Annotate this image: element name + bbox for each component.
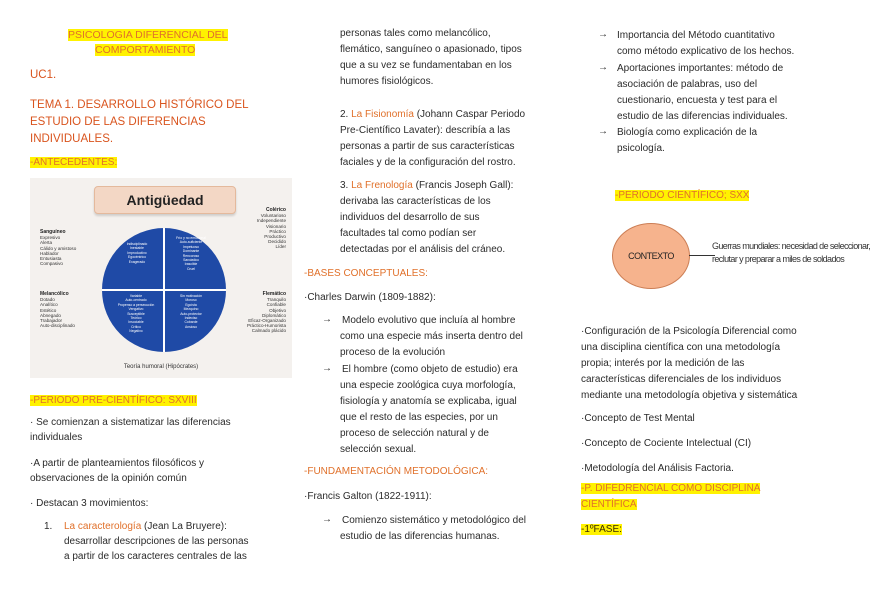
analisis-factoria-item: ·Metodología del Análisis Factoria. [581,463,734,474]
colerico-trait: Decidido [268,239,286,245]
temperaments-figure [30,178,292,378]
contexto-description [712,240,870,266]
darwin-point1-line1: Modelo evolutivo que incluía al hombre [342,315,516,326]
darwin-point2-line3: fisiología y anatomía se explicaba, igual [340,396,517,407]
flematico-trait: Diplomático [262,312,286,318]
figure-banner: Antigüedad [94,186,236,214]
configuracion-line1: ·Configuración de la Psicología Diferencial como [581,326,797,337]
point-aportaciones-line4: estudio de las diferencias individuales. [617,111,788,122]
pre-paragraph-3: · Destacan 3 movimientos: [30,498,149,509]
melancolico-trait: Estético [40,307,57,313]
figure-caption: Teoría humoral (Hipócrates) [123,364,199,370]
pre-paragraph-2-line1: ·A partir de planteamientos filosóficos y [30,458,204,469]
sanguineo-trait: Expresivo [40,235,61,241]
configuracion-line4: características diferenciales de los individuos [581,374,782,385]
arrow-icon: → [598,29,608,40]
point-aportaciones-line3: cuestionario, encuesta y test para el [617,95,778,106]
arrow-icon: → [598,126,608,137]
list-item-number: 1. [44,521,53,532]
point-aportaciones-line2: asociación de palabras, uso del [617,79,758,90]
configuracion-line2: una disciplina científica con una metodología [581,342,781,353]
cont-line2: flemático, sanguíneo o apasionado, tipos [340,44,522,55]
galton-point1-line2: estudio de las diferencias humanas. [340,531,500,542]
darwin-point2-line1: El hombre (como objeto de estudio) era [342,364,518,375]
pre-paragraph-1-line1: · Se comienzan a sistematizar las diferencias [30,417,231,428]
sanguineo-trait: Cálido y amistoso [40,245,77,251]
darwin-point1-line3: proceso de la evolución [340,347,446,358]
tema-heading-line1: TEMA 1. DESARROLLO HISTÓRICO DEL [30,99,249,111]
galton-heading: ·Francis Galton (1822-1911): [304,491,432,502]
colerico-trait: Independiente [256,218,286,224]
tema-heading-line3: INDIVIDUALES. [30,133,114,145]
colerico-trait: Líder [275,244,286,250]
cont-line4: humores fisiológicos. [340,76,434,87]
list-item-fisionomia-line3: personas a partir de sus características [340,141,515,152]
melancolico-trait: Abnegado [40,312,61,318]
list-item-caracterologia-line3: a partir de los caracteres centrales de las [64,551,247,562]
quadrant-flematico-weaknesses: Sin motivación Moroso Egoísta Mezquino Auto-protector Indeciso Cobarde Ansioso [179,294,203,329]
cont-line1: personas tales como melancólico, [340,28,491,39]
list-item-fisionomia: 2. La Fisionomía (Johann Caspar Periodo [340,109,526,120]
tema-heading-line2: ESTUDIO DE LAS DIFERENCIAS [30,116,206,128]
fundamentacion-heading: -FUNDAMENTACIÓN METODOLÓGICA: [304,466,489,477]
galton-point1-line1: Comienzo sistemático y metodológico del [342,515,526,526]
flematico-box [234,292,286,334]
list-item-caracterologia: La caracterología (Jean La Bruyere): [64,521,227,532]
point-biologia-line2: psicología. [617,143,665,154]
melancolico-trait: Dotado [40,297,55,303]
arrow-icon: → [322,514,332,525]
contexto-description-line1: Guerras mundiales: necesidad de seleccionar, [712,241,870,251]
pre-paragraph-2-line2: observaciones de la opinión común [30,473,187,484]
cont-line3: que a su vez se fundamentaban en los [340,60,512,71]
flematico-title: Flemático [262,291,286,297]
antecedentes-heading: -ANTECEDENTES: [30,157,118,168]
bases-conceptuales-heading: -BASES CONCEPTUALES: [304,268,428,279]
arrow-icon: → [322,314,332,325]
point-aportaciones-line1: Aportaciones importantes: método de [617,63,784,74]
list-item-caracterologia-line2: desarrollar descripciones de las personas [64,536,249,547]
sanguineo-trait: Entusiasta [40,256,62,262]
melancolico-trait: Auto-disciplinado [40,323,75,329]
sanguineo-trait: Hablador [40,250,59,256]
darwin-heading: ·Charles Darwin (1809-1882): [304,292,436,303]
flematico-trait: Eficaz-Organizado [248,318,286,324]
list-item-frenologia-line4: facultades tal como podían ser [340,228,477,239]
melancolico-trait: Trabajador [40,318,63,324]
sanguineo-trait: Alerta [40,240,53,246]
arrow-icon: → [598,62,608,73]
unit-label: UC1. [30,69,57,81]
p-diferencial-heading-line1: -P. DIFEDRENCIAL COMO DISCIPLINA [581,483,761,494]
fase-heading: -1ºFASE: [581,524,622,535]
quadrant-melancolico-weaknesses: Variable Auto-centrado Propenso a persecución Vengativo Susceptible Teórico Insociable Crítico Negativo [117,294,155,334]
darwin-point2-line4: que el resto de las especies, por un [340,412,498,423]
configuracion-line3: propia; interés por la medición de las [581,358,745,369]
darwin-point1-line2: como una especie más inserta dentro del [340,331,523,342]
circle-divider-horizontal [102,289,226,291]
list-item-fisionomia-line2: Pre-Científico Lavater): describía a las [340,125,511,136]
list-item-frenologia-line2: derivaba las características de los [340,196,491,207]
contexto-oval: CONTEXTO [612,223,690,289]
melancolico-title: Melancólico [40,291,69,297]
flematico-trait: Confiable [266,302,286,308]
humors-circle [102,228,226,352]
sanguineo-trait: Compasivo [40,261,63,267]
cociente-intelectual-item: ·Concepto de Cociente Intelectual (CI) [581,438,752,449]
quadrant-sanguineo-weaknesses: Indisciplinado Inestable Improductivo Egocéntrico Exagerado [126,242,148,264]
darwin-point2-line6: selección sexual. [340,444,417,455]
flematico-trait: Tranquilo [267,297,286,303]
colerico-trait: Visionario [265,223,286,229]
p-diferencial-heading-line2: CIENTÍFICA [581,499,637,510]
periodo-pre-heading: -PERIODO PRE-CIENTÍFICO: SXVIII [30,395,197,406]
arrow-icon: → [322,363,332,374]
colerico-trait: Práctico [269,228,286,234]
periodo-cientifico-heading: -PERIODO CIENTÍFICO; SXX [615,190,750,201]
darwin-point2-line2: una especie zoológica cuya morfología, [340,380,516,391]
list-item-frenologia-line3: individuos del desarrollo de sus [340,212,480,223]
melancolico-trait: Analítico [40,302,58,308]
colerico-title: Colérico [265,207,286,213]
list-item-frenologia: 3. La Frenología (Francis Joseph Gall): [340,180,514,191]
point-cuantitativo-line1: Importancia del Método cuantitativo [617,30,775,41]
point-biologia-line1: Biología como explicación de la [617,127,758,138]
flematico-trait: Práctico-Humorista [246,323,286,329]
list-item-frenologia-line5: detectadas por el análisis del cráneo. [340,244,506,255]
colerico-box [238,208,286,250]
sanguineo-title: Sanguíneo [40,229,66,235]
document-title: PSICOLOGIA DIFERENCIAL DEL [68,29,228,41]
quadrant-colerico-weaknesses: Frío y no emocional Auto-suficiente Impetuoso Dominante Rencoroso Sarcástico Irascible Cruel [176,236,206,271]
flematico-trait: Calmado plácido [251,328,286,334]
colerico-trait: Voluntarioso [260,213,286,219]
colerico-trait: Productivo [264,234,286,240]
contexto-description-line2: reclutar y preparar a miles de soldados [712,254,845,264]
flematico-trait: Objetivo [269,307,286,313]
melancolico-box [40,292,75,328]
test-mental-item: ·Concepto de Test Mental [581,413,695,424]
configuracion-line5: mediante una metodología objetiva y sistemática [581,390,798,401]
sanguineo-box [40,230,76,266]
pre-paragraph-1-line2: individuales [30,432,83,443]
darwin-point2-line5: proceso de selección natural y de [340,428,489,439]
list-item-fisionomia-line4: faciales y de la configuración del rostro. [340,157,516,168]
document-title-line2: COMPORTAMIENTO [95,44,196,56]
point-cuantitativo-line2: como método explicativo de los hechos. [617,46,795,57]
